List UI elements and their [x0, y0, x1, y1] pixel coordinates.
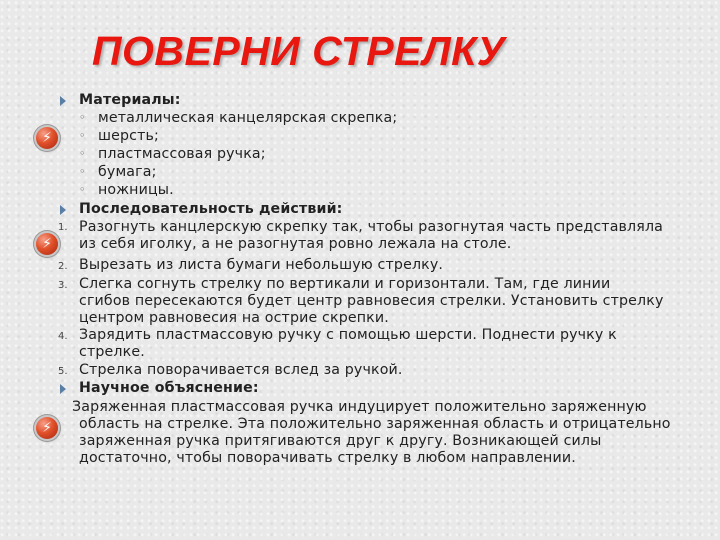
step-number: 4. — [58, 331, 68, 342]
explanation-text: заряженная ручка притягиваются друг к другу. Возникающей силы — [79, 433, 602, 449]
procedure-heading: Последовательность действий: — [79, 201, 343, 217]
materials-item: бумага; — [98, 164, 157, 180]
explanation-heading: Научное объяснение: — [79, 380, 259, 396]
explanation-text: достаточно, чтобы поворачивать стрелку в любом направлении. — [79, 450, 576, 466]
sub-bullet-icon: ◦ — [79, 165, 86, 178]
materials-item: шерсть; — [98, 128, 159, 144]
materials-item: ножницы. — [98, 182, 174, 198]
sub-bullet-icon: ◦ — [79, 111, 86, 124]
step-text: сгибов пересекаются будет центр равновесия стрелки. Установить стрелку — [79, 293, 664, 309]
materials-item: пластмассовая ручка; — [98, 146, 266, 162]
explanation-text: область на стрелке. Эта положительно заряженная область и отрицательно — [79, 416, 671, 432]
explanation-text: Заряженная пластмассовая ручка индуцирует положительно заряженную — [72, 399, 647, 415]
step-text: из себя иголку, а не разогнутая ровно лежала на столе. — [79, 236, 512, 252]
sub-bullet-icon: ◦ — [79, 129, 86, 142]
bullet-arrow-icon — [60, 384, 66, 394]
step-text: стрелке. — [79, 344, 145, 360]
materials-heading: Материалы: — [79, 92, 181, 108]
bullet-arrow-icon — [60, 205, 66, 215]
step-number: 3. — [58, 280, 68, 291]
sub-bullet-icon: ◦ — [79, 183, 86, 196]
step-text: Разогнуть канцлерскую скрепку так, чтобы разогнутая часть представляла — [79, 219, 664, 235]
lightning-badge-icon: ⚡ — [36, 233, 58, 255]
step-text: Стрелка поворачивается вслед за ручкой. — [79, 362, 403, 378]
step-text: Слегка согнуть стрелку по вертикали и горизонтали. Там, где линии — [79, 276, 611, 292]
step-number: 2. — [58, 261, 68, 272]
slide-title: ПОВЕРНИ СТРЕЛКУ — [92, 28, 506, 74]
materials-item: металлическая канцелярская скрепка; — [98, 110, 398, 126]
step-text: Вырезать из листа бумаги небольшую стрелку. — [79, 257, 444, 273]
bullet-arrow-icon — [60, 96, 66, 106]
lightning-badge-icon: ⚡ — [36, 417, 58, 439]
step-number: 1. — [58, 222, 68, 233]
step-number: 5. — [58, 366, 68, 377]
step-text: Зарядить пластмассовую ручку с помощью шерсти. Поднести ручку к — [79, 327, 617, 343]
step-text: центром равновесия на острие скрепки. — [79, 310, 389, 326]
sub-bullet-icon: ◦ — [79, 147, 86, 160]
lightning-badge-icon: ⚡ — [36, 127, 58, 149]
